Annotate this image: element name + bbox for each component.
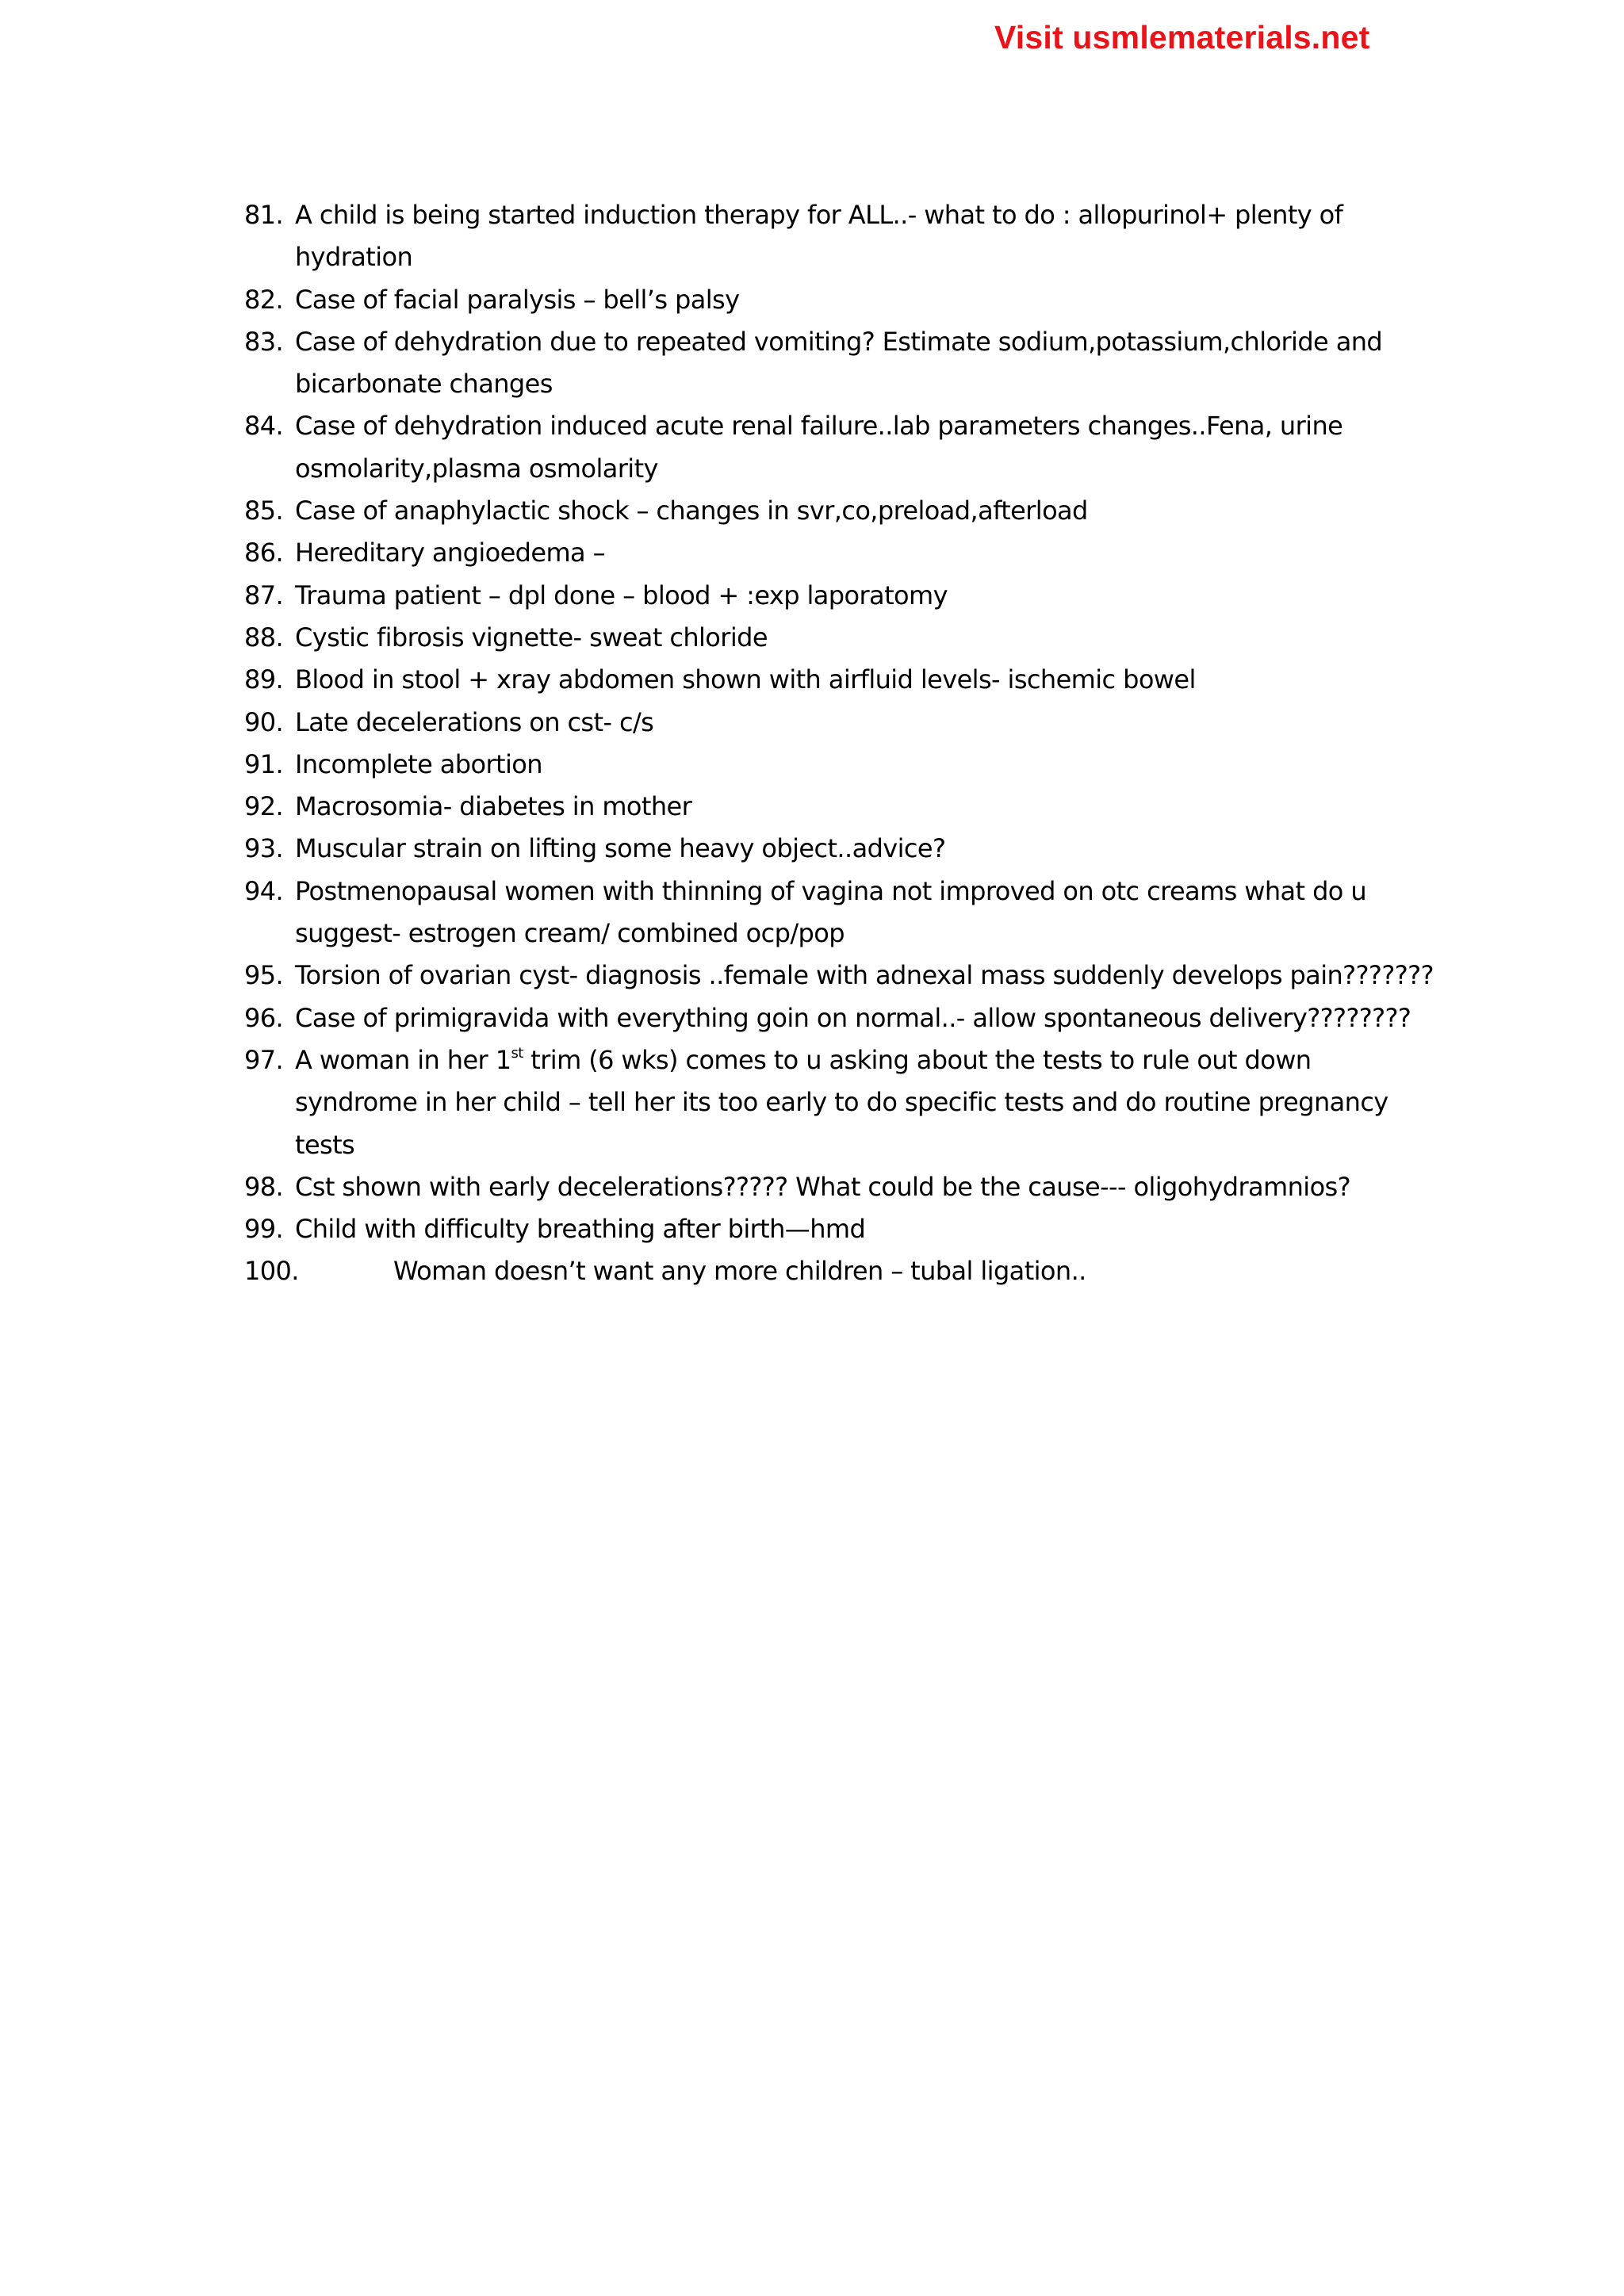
item-number: 93. (244, 833, 284, 864)
list-item (244, 702, 1481, 744)
item-number: 89. (244, 664, 284, 695)
item-number: 82. (244, 284, 284, 315)
item-line: Case of primigravida with everything goin on normal..- allow spontaneous delivery???????? (295, 1002, 1411, 1033)
list-item (244, 405, 1481, 490)
item-line: osmolarity,plasma osmolarity (295, 453, 658, 484)
item-text (295, 786, 1481, 828)
item-number: 83. (244, 326, 284, 357)
list-item (244, 786, 1481, 828)
item-number: 92. (244, 791, 284, 822)
item-number: 96. (244, 1002, 284, 1033)
item-number: 98. (244, 1171, 284, 1202)
item-number: 99. (244, 1214, 284, 1245)
list-item (244, 955, 1481, 997)
item-number: 81. (244, 200, 284, 230)
item-number: 86. (244, 538, 284, 568)
list-item (244, 490, 1481, 532)
item-number: 91. (244, 748, 284, 779)
item-text (295, 828, 1481, 870)
list-item (244, 1039, 1481, 1166)
item-line: Torsion of ovarian cyst- diagnosis ..female with adnexal mass suddenly develops pain??????? (295, 960, 1434, 991)
item-line: Cystic fibrosis vignette- sweat chloride (295, 622, 768, 652)
item-text (295, 1208, 1481, 1250)
item-text (295, 194, 1481, 279)
item-number: 84. (244, 411, 284, 442)
item-number: 87. (244, 580, 284, 610)
item-number: 97. (244, 1044, 284, 1075)
item-number: 95. (244, 960, 284, 991)
item-text (295, 1166, 1481, 1208)
list-item (244, 997, 1481, 1039)
list-item (244, 828, 1481, 870)
item-line: A child is being started induction therapy for ALL..- what to do : allopurinol+ plenty of (295, 200, 1343, 230)
item-number: 85. (244, 496, 284, 526)
list-item (244, 1166, 1481, 1208)
list-item (244, 532, 1481, 574)
watermark-link[interactable]: Visit usmlematerials.net (994, 19, 1370, 55)
item-line: Case of anaphylactic shock – changes in svr,co,preload,afterload (295, 496, 1088, 526)
item-line: Cst shown with early decelerations????? What could be the cause--- oligohydramnios? (295, 1171, 1351, 1202)
item-line-part: A woman in her 1 (295, 1044, 511, 1075)
item-line-part: trim (6 wks) comes to u asking about the tests to rule out down (523, 1044, 1312, 1075)
item-line: bicarbonate changes (295, 369, 553, 400)
list-item (244, 321, 1481, 406)
item-number: 100. (244, 1256, 299, 1287)
item-text (295, 871, 1481, 955)
item-line: Case of dehydration due to repeated vomiting? Estimate sodium,potassium,chloride and (295, 326, 1383, 357)
list-item (244, 871, 1481, 955)
item-line: Muscular strain on lifting some heavy object..advice? (295, 833, 946, 864)
item-text (295, 659, 1481, 701)
item-line: Trauma patient – dpl done – blood + :exp laporatomy (295, 580, 948, 610)
list-item (244, 744, 1481, 786)
item-text (295, 405, 1481, 490)
list-item (244, 575, 1481, 617)
item-text (295, 744, 1481, 786)
list-item (244, 1208, 1481, 1250)
list-item (244, 194, 1481, 279)
item-line: Child with difficulty breathing after birth—hmd (295, 1214, 866, 1245)
question-list (244, 194, 1481, 1293)
item-line: Hereditary angioedema – (295, 538, 606, 568)
item-text (295, 702, 1481, 744)
item-line: Late decelerations on cst- c/s (295, 706, 654, 737)
item-text (393, 1250, 1481, 1292)
item-line: Macrosomia- diabetes in mother (295, 791, 692, 822)
item-line: syndrome in her child – tell her its too early to do specific tests and do routine pregnancy (295, 1087, 1388, 1118)
item-text (295, 490, 1481, 532)
item-text (295, 575, 1481, 617)
item-number: 90. (244, 706, 284, 737)
item-line: Woman doesn’t want any more children – tubal ligation.. (393, 1256, 1086, 1287)
item-text (295, 321, 1481, 406)
item-number: 94. (244, 875, 284, 906)
item-text (295, 617, 1481, 659)
item-line: Incomplete abortion (295, 748, 542, 779)
list-item (244, 617, 1481, 659)
item-line (295, 1039, 1481, 1081)
item-line: hydration (295, 242, 413, 273)
item-line: Case of dehydration induced acute renal failure..lab parameters changes..Fena, urine (295, 411, 1343, 442)
item-line: Postmenopausal women with thinning of vagina not improved on otc creams what do u (295, 875, 1367, 906)
list-item (244, 279, 1481, 321)
list-item (244, 1250, 1481, 1292)
item-text (295, 279, 1481, 321)
item-line: tests (295, 1129, 355, 1160)
item-text (295, 955, 1481, 997)
item-text (295, 1039, 1481, 1166)
list-item (244, 659, 1481, 701)
item-line: Blood in stool + xray abdomen shown with airfluid levels- ischemic bowel (295, 664, 1196, 695)
item-text (295, 532, 1481, 574)
superscript: st (511, 1044, 523, 1062)
item-line: Case of facial paralysis – bell’s palsy (295, 284, 740, 315)
item-number: 88. (244, 622, 284, 652)
item-text (295, 997, 1481, 1039)
item-line: suggest- estrogen cream/ combined ocp/pop (295, 918, 845, 949)
